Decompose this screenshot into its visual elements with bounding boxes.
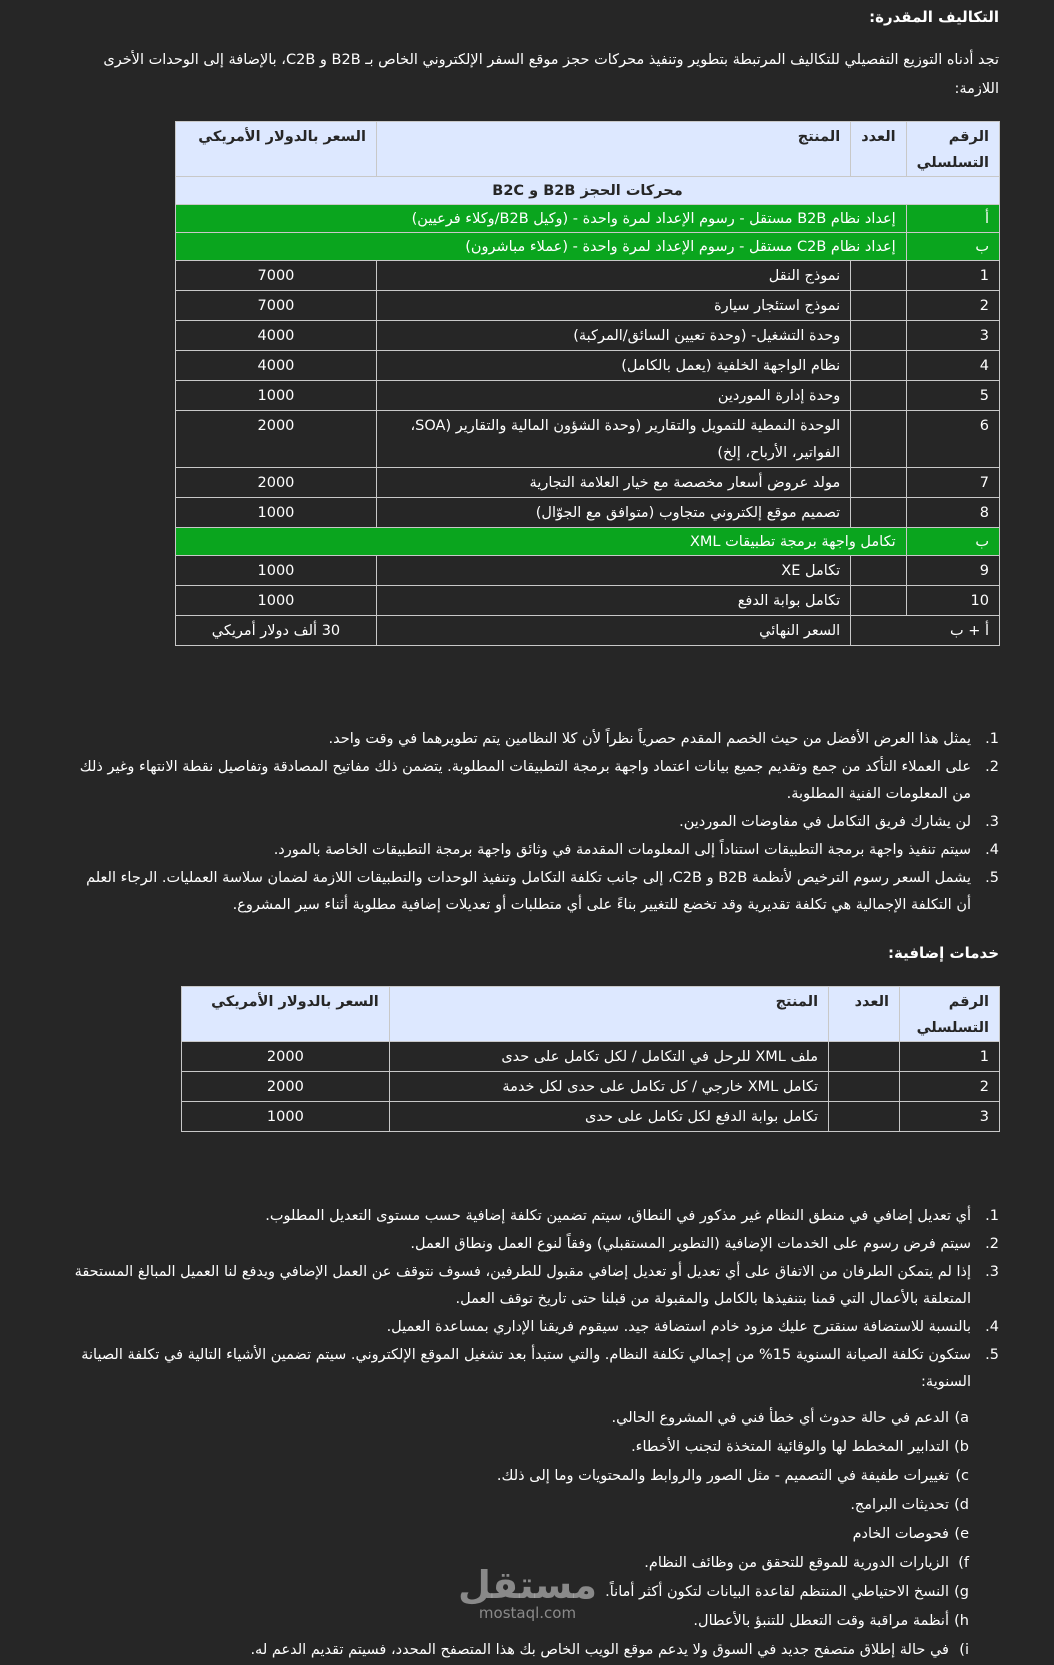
row-product: نموذج استئجار سيارة bbox=[376, 291, 850, 321]
header-product: المنتج bbox=[376, 122, 850, 177]
list-text: في حالة إطلاق متصفح جديد في السوق ولا يدعم موقع الويب الخاص بك هذا المتصفح المحدد، فسيتم تقديم الدعم له. bbox=[250, 1642, 949, 1658]
list-item bbox=[109, 1433, 969, 1462]
row-product: تكامل بوابة الدفع bbox=[376, 586, 850, 616]
table-row bbox=[176, 381, 1000, 411]
costs-notes-list bbox=[74, 726, 999, 920]
table-header-row bbox=[182, 987, 1000, 1042]
list-item bbox=[74, 837, 999, 864]
total-row bbox=[176, 616, 1000, 646]
row-price: 1000 bbox=[176, 498, 377, 528]
list-number: 2. bbox=[985, 1236, 999, 1252]
row-product: وحدة التشغيل- (وحدة تعيين السائق/المركبة) bbox=[376, 321, 850, 351]
list-item bbox=[74, 1342, 999, 1396]
list-number: 3. bbox=[985, 1264, 999, 1280]
header-count: العدد bbox=[851, 122, 906, 177]
list-letter: d) bbox=[954, 1497, 969, 1513]
setup-row bbox=[176, 205, 1000, 233]
watermark-latin: mostaql.com bbox=[478, 1604, 577, 1622]
row-product: إعداد نظام C2B مستقل - رسوم الإعداد لمرة واحدة - (عملاء مباشرون) bbox=[176, 233, 907, 261]
row-serial: 9 bbox=[906, 556, 999, 586]
mostaql-watermark bbox=[458, 1565, 597, 1621]
list-text: أي تعديل إضافي في منطق النظام غير مذكور في النطاق، سيتم تضمين تكلفة إضافية حسب مستوى التعديل المطلوب. bbox=[265, 1208, 971, 1224]
row-product: تكامل XML خارجي / كل تكامل على حدى لكل خدمة bbox=[389, 1072, 828, 1102]
row-serial: 6 bbox=[906, 411, 999, 468]
row-serial: 1 bbox=[906, 261, 999, 291]
row-serial: 3 bbox=[906, 321, 999, 351]
table-row bbox=[176, 498, 1000, 528]
costs-intro: تجد أدناه التوزيع التفصيلي للتكاليف المرتبطة بتطوير وتنفيذ محركات حجز موقع السفر الإلكتروني الخاص بـ B2B و C2B، بالإضافة إلى الوحدات الأخرى اللازمة: bbox=[103, 52, 999, 97]
row-price: 4000 bbox=[176, 321, 377, 351]
list-text: يمثل هذا العرض الأفضل من حيث الخصم المقدم حصرياً نظراً لأن كلا النظامين يتم تطويرهما في وقت واحد. bbox=[328, 731, 971, 747]
costs-table bbox=[175, 121, 1000, 646]
row-count bbox=[851, 381, 906, 411]
table-row bbox=[182, 1042, 1000, 1072]
row-product: تصميم موقع إلكتروني متجاوب (متوافق مع الجوّال) bbox=[376, 498, 850, 528]
list-text: لن يشارك فريق التكامل في مفاوضات الموردين. bbox=[679, 814, 971, 830]
table-row bbox=[176, 468, 1000, 498]
row-count bbox=[851, 351, 906, 381]
row-product: نظام الواجهة الخلفية (يعمل بالكامل) bbox=[376, 351, 850, 381]
row-product: الوحدة النمطية للتمويل والتقارير (وحدة الشؤون المالية والتقارير (SOA، الفواتير، الأرباح، إلخ) bbox=[376, 411, 850, 468]
table-row bbox=[176, 291, 1000, 321]
watermark-arabic: مستقل bbox=[458, 1563, 597, 1607]
row-count bbox=[829, 1072, 900, 1102]
row-product: تكامل بوابة الدفع لكل تكامل على حدى bbox=[389, 1102, 828, 1132]
list-letter: a) bbox=[954, 1410, 969, 1426]
list-letter: i) bbox=[959, 1642, 969, 1658]
list-number: 2. bbox=[985, 759, 999, 775]
list-text: سيتم فرض رسوم على الخدمات الإضافية (التطوير المستقبلي) وفقاً لنوع العمل ونطاق العمل. bbox=[410, 1236, 971, 1252]
row-price: 7000 bbox=[176, 261, 377, 291]
row-product: وحدة إدارة الموردين bbox=[376, 381, 850, 411]
row-product: ملف XML للرحل في التكامل / لكل تكامل على حدى bbox=[389, 1042, 828, 1072]
list-number: 4. bbox=[985, 1319, 999, 1335]
header-price: السعر بالدولار الأمريكي bbox=[182, 987, 390, 1042]
row-price: 4000 bbox=[176, 351, 377, 381]
list-letter: h) bbox=[954, 1613, 969, 1629]
list-item bbox=[74, 1259, 999, 1313]
table-row bbox=[176, 411, 1000, 468]
table-row bbox=[176, 586, 1000, 616]
list-item bbox=[109, 1404, 969, 1433]
row-serial: 8 bbox=[906, 498, 999, 528]
row-count bbox=[829, 1042, 900, 1072]
list-item bbox=[109, 1491, 969, 1520]
row-price: 1000 bbox=[176, 381, 377, 411]
maintenance-list bbox=[109, 1404, 969, 1665]
list-number: 1. bbox=[985, 1208, 999, 1224]
total-price: 30 ألف دولار أمريكي bbox=[176, 616, 377, 646]
row-price: 2000 bbox=[176, 411, 377, 468]
list-item bbox=[109, 1520, 969, 1549]
extra-notes-list bbox=[74, 1203, 999, 1397]
row-serial: أ bbox=[906, 205, 999, 233]
table-header-row bbox=[176, 122, 1000, 177]
list-item bbox=[109, 1462, 969, 1491]
row-serial: 1 bbox=[900, 1042, 1000, 1072]
list-text: سيتم تنفيذ واجهة برمجة التطبيقات استناداً إلى المعلومات المقدمة في وثائق واجهة برمجة التطبيقات الخاصة بالمورد. bbox=[273, 842, 971, 858]
row-product: نموذج النقل bbox=[376, 261, 850, 291]
list-text: تحديثات البرامج. bbox=[850, 1497, 949, 1513]
list-letter: f) bbox=[958, 1555, 969, 1571]
row-price: 2000 bbox=[182, 1042, 390, 1072]
extra-services-heading: خدمات إضافية: bbox=[888, 944, 999, 962]
row-price: 7000 bbox=[176, 291, 377, 321]
total-label: السعر النهائي bbox=[376, 616, 850, 646]
header-count: العدد bbox=[829, 987, 900, 1042]
section-row bbox=[176, 177, 1000, 205]
row-serial: 7 bbox=[906, 468, 999, 498]
list-text: النسخ الاحتياطي المنتظم لقاعدة البيانات لتكون أكثر أماناً. bbox=[605, 1584, 949, 1600]
list-number: 3. bbox=[985, 814, 999, 830]
list-text: أنظمة مراقبة وقت التعطل للتنبؤ بالأعطال. bbox=[693, 1613, 949, 1629]
row-serial: 2 bbox=[900, 1072, 1000, 1102]
list-letter: g) bbox=[954, 1584, 969, 1600]
row-count bbox=[851, 586, 906, 616]
row-count bbox=[851, 468, 906, 498]
row-count bbox=[829, 1102, 900, 1132]
row-product: تكامل XE bbox=[376, 556, 850, 586]
table-row bbox=[176, 556, 1000, 586]
row-count bbox=[851, 291, 906, 321]
list-item bbox=[74, 754, 999, 808]
list-item bbox=[74, 1231, 999, 1258]
list-item bbox=[74, 809, 999, 836]
list-text: على العملاء التأكد من جمع وتقديم جميع بيانات اعتماد واجهة برمجة التطبيقات المطلوبة. يتضمن ذلك مفاتيح المصادقة وتفاصيل نقطة الانتهاء وغير ذلك من المعلومات الفنية المطلوبة. bbox=[79, 759, 971, 802]
row-price: 1000 bbox=[176, 556, 377, 586]
list-letter: c) bbox=[955, 1468, 969, 1484]
costs-heading: التكاليف المقدرة: bbox=[869, 8, 999, 26]
list-text: بالنسبة للاستضافة سنقترح عليك مزود خادم استضافة جيد. سيقوم فريقنا الإداري بمساعدة العميل. bbox=[386, 1319, 971, 1335]
setup-row bbox=[176, 233, 1000, 261]
list-letter: e) bbox=[954, 1526, 969, 1542]
list-item bbox=[74, 726, 999, 753]
table-row bbox=[176, 321, 1000, 351]
row-price: 2000 bbox=[176, 468, 377, 498]
header-serial: الرقم التسلسلي bbox=[900, 987, 1000, 1042]
row-serial: 4 bbox=[906, 351, 999, 381]
list-item bbox=[74, 1314, 999, 1341]
list-number: 1. bbox=[985, 731, 999, 747]
row-serial: 5 bbox=[906, 381, 999, 411]
row-product: مولد عروض أسعار مخصصة مع خيار العلامة التجارية bbox=[376, 468, 850, 498]
row-count bbox=[851, 556, 906, 586]
row-count bbox=[851, 261, 906, 291]
list-text: إذا لم يتمكن الطرفان من الاتفاق على أي تعديل أو تعديل إضافي مقبول للطرفين، فسوف نتوقف عن العمل الإضافي ويدفع لنا العميل المبالغ المستحقة المتعلقة بالأعمال التي قمنا بتنفيذها بالكامل والمقبولة من قبلنا حتى تاريخ توقف العمل. bbox=[74, 1264, 971, 1307]
row-count bbox=[851, 321, 906, 351]
row-serial: 10 bbox=[906, 586, 999, 616]
list-number: 5. bbox=[985, 1347, 999, 1363]
row-count bbox=[851, 411, 906, 468]
row-price: 2000 bbox=[182, 1072, 390, 1102]
list-text: ستكون تكلفة الصيانة السنوية 15% من إجمالي تكلفة النظام. والتي ستبدأ بعد تشغيل الموقع الإلكتروني. سيتم تضمين الأشياء التالية في تكلفة الصيانة السنوية: bbox=[81, 1347, 971, 1390]
row-serial: 2 bbox=[906, 291, 999, 321]
row-price: 1000 bbox=[182, 1102, 390, 1132]
row-serial: ب bbox=[906, 528, 999, 556]
list-letter: b) bbox=[954, 1439, 969, 1455]
total-serial: أ + ب bbox=[851, 616, 1000, 646]
table-row bbox=[176, 351, 1000, 381]
extra-services-table bbox=[181, 986, 1000, 1132]
list-item bbox=[109, 1636, 969, 1665]
row-product: تكامل واجهة برمجة تطبيقات XML bbox=[176, 528, 907, 556]
table-row bbox=[182, 1102, 1000, 1132]
list-number: 4. bbox=[985, 842, 999, 858]
section-title: محركات الحجز B2B و B2C bbox=[176, 177, 1000, 205]
list-text: فحوصات الخادم bbox=[852, 1526, 949, 1542]
list-text: تغييرات طفيفة في التصميم - مثل الصور والروابط والمحتويات وما إلى ذلك. bbox=[496, 1468, 949, 1484]
list-text: يشمل السعر رسوم الترخيص لأنظمة B2B و C2B، إلى جانب تكلفة التكامل وتنفيذ الوحدات والتطبيقات اللازمة لضمان سلاسة العمليات. الرجاء العلم أن التكلفة الإجمالية هي تكلفة تقديرية وقد تخضع للتغيير بناءً على أي متطلبات أو تعديلات إضافية مطلوبة أثناء سير المشروع. bbox=[86, 870, 971, 913]
table-row bbox=[182, 1072, 1000, 1102]
row-serial: 3 bbox=[900, 1102, 1000, 1132]
row-price: 1000 bbox=[176, 586, 377, 616]
list-item bbox=[74, 865, 999, 919]
header-serial: الرقم التسلسلي bbox=[906, 122, 999, 177]
list-text: الدعم في حالة حدوث أي خطأ فني في المشروع الحالي. bbox=[611, 1410, 949, 1426]
header-price: السعر بالدولار الأمريكي bbox=[176, 122, 377, 177]
row-serial: ب bbox=[906, 233, 999, 261]
row-count bbox=[851, 498, 906, 528]
header-product: المنتج bbox=[389, 987, 828, 1042]
list-item bbox=[74, 1203, 999, 1230]
list-number: 5. bbox=[985, 870, 999, 886]
xml-section-row bbox=[176, 528, 1000, 556]
table-row bbox=[176, 261, 1000, 291]
row-product: إعداد نظام B2B مستقل - رسوم الإعداد لمرة واحدة - (وكيل B2B/وكلاء فرعيين) bbox=[176, 205, 907, 233]
list-text: الزيارات الدورية للموقع للتحقق من وظائف النظام. bbox=[644, 1555, 949, 1571]
list-text: التدابير المخطط لها والوقائية المتخذة لتجنب الأخطاء. bbox=[631, 1439, 949, 1455]
